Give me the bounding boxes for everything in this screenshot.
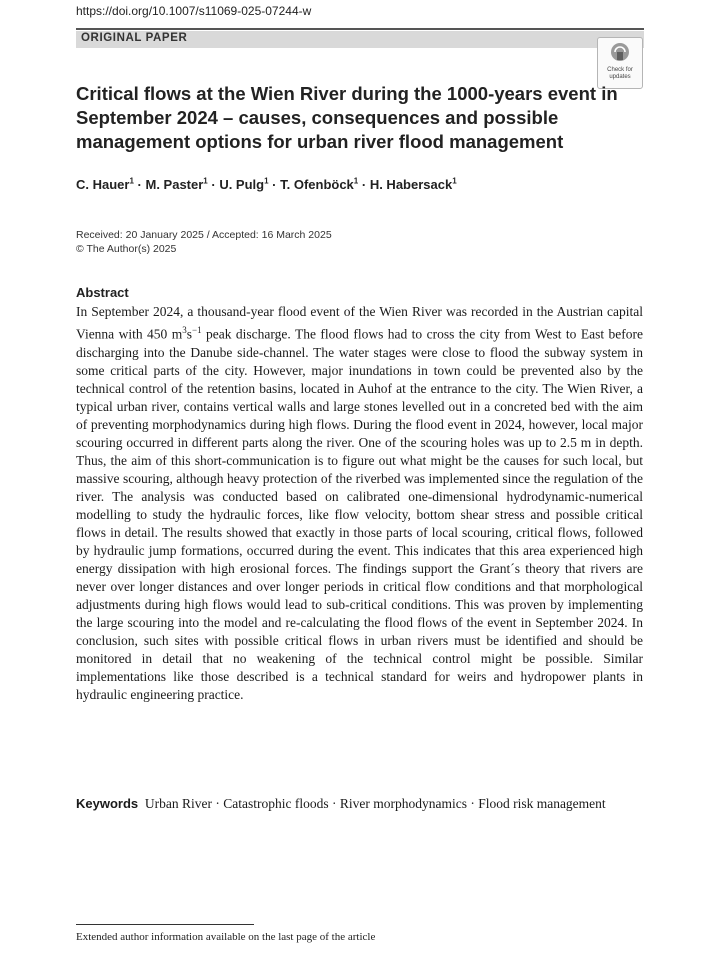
author-name: M. Paster	[145, 177, 204, 193]
unit-exponent-2: −1	[192, 325, 202, 335]
author[interactable]	[370, 177, 457, 192]
badge-line-2: updates	[609, 74, 631, 80]
dates-block	[76, 228, 332, 256]
author-affiliation: 1	[264, 177, 269, 186]
keywords-label: Keywords	[76, 796, 139, 811]
author-name: U. Pulg	[219, 177, 265, 193]
article-type-band	[76, 31, 644, 48]
author-name: H. Habersack	[369, 177, 453, 193]
author-name: C. Hauer	[76, 177, 130, 193]
copyright: © The Author(s) 2025	[76, 243, 177, 255]
footnote-rule	[76, 924, 254, 925]
keywords-text: Urban River · Catastrophic floods · River morphodynamics · Flood risk management	[144, 796, 606, 811]
author-affiliation: 1	[203, 177, 208, 186]
paper-title: Critical flows at the Wien River during the 1000-years event in September 2024 – causes, consequences and possible management options for urban river flood management	[76, 83, 618, 152]
received-accepted: Received: 20 January 2025 / Accepted: 16 March 2025	[76, 229, 332, 241]
author-affiliation: 1	[129, 177, 134, 186]
doi-link[interactable]: https://doi.org/10.1007/s11069-025-07244-w	[76, 4, 312, 18]
author-separator: ·	[207, 177, 220, 193]
author[interactable]	[76, 177, 134, 192]
author-separator: ·	[268, 177, 281, 193]
unit-symbol: s	[186, 326, 192, 342]
header-rule	[76, 28, 644, 30]
author-separator: ·	[358, 177, 370, 193]
author[interactable]	[280, 177, 358, 192]
unit-exponent-1: 3	[182, 325, 187, 335]
author-list	[76, 177, 457, 192]
abstract-text-start: In September 2024, a thousand-year flood event of the Wien River was recorded in the Austrian capital Vienna with 450 m	[76, 304, 643, 342]
footnote: Extended author information available on the last page of the article	[76, 931, 376, 943]
abstract-text-rest: peak discharge. The flood flows had to cross the city from West to East before discharging into the Danube side-channel. The water stages were close to flood the subway system in some critical parts of the city. However, major inundations in town could be prevented also by the technical control of the retention basins, located in Auhof at the entrance to the city. The Wien River, a typical urban river, contains vertical walls and large stones levelled out in a concreted bed with the aim of preventing morphodynamics during high flows. During the flood event in 2024, however, local major scouring occurred in different parts along the river. One of the scouring holes was up to 2.5 m in depth. Thus, the aim of this short-communication is to figure out what might be the causes for such local, but massive scouring, although heavy protection of the riverbed was implemented since the regulation of the river. The analysis was conducted based on calibrated one-dimensional hydrodynamic-numerical modelling to study the hydraulic forces, like flow velocity, bottom shear stress and possible critical flows in detail. The results showed that exactly in those parts of local scouring, critical flows, followed by hydraulic jump formations, occurred during the event. This indicates that this area experienced high energy dissipation with high erosional forces. The findings support the Grant´s theory that rivers are never over longer distances and over longer periods in critical flow conditions and that morphological adjustments during high flows would lead to sub-critical conditions. This was proven by implementing the large scouring into the model and re-calculating the flood flows of the event in September 2024. In conclusion, such sites with possible critical flows in urban rivers must be identified and should be monitored in detail that no weakening of the technical control might be possible. Similar implementations like those described is a technical standard for weirs and hydropower plants in hydraulic engineering practice.	[76, 326, 643, 702]
author[interactable]	[145, 177, 207, 192]
author-affiliation: 1	[353, 177, 359, 186]
author-separator: ·	[133, 177, 146, 193]
badge-line-1: Check for	[607, 67, 633, 73]
article-type-label: ORIGINAL PAPER	[81, 32, 188, 44]
keywords-block	[76, 794, 643, 814]
abstract-text	[76, 303, 643, 704]
author[interactable]	[219, 177, 268, 192]
abstract-heading: Abstract	[76, 285, 129, 300]
check-for-updates-icon	[610, 42, 630, 64]
author-name: T. Ofenböck	[280, 177, 354, 193]
author-affiliation: 1	[452, 177, 457, 186]
